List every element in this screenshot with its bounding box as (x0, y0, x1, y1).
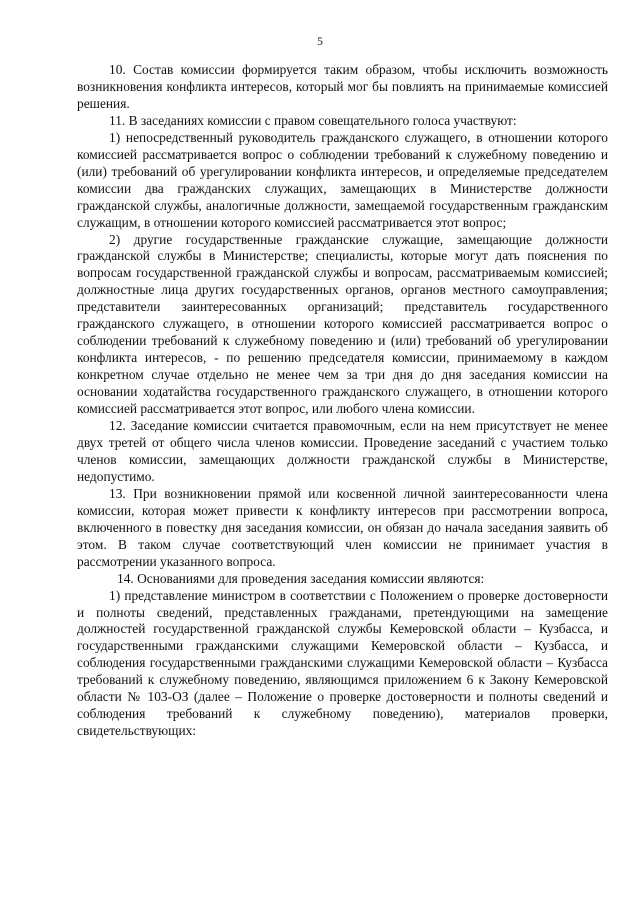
paragraph-14-item-1: 1) представление министром в соответствии с Положением о проверке достоверности и полноты сведений, представленных гражданами, претендующими на замещение должностей государственной гражданской службы Кемеровской области – Кузбасса, и государственными гражданскими служащими Кемеровской области – Кузбасса, и соблюдения государственными гражданскими служащими Кемеровской области – Кузбасса требований к служебному поведению, являющимся приложением 6 к Закону Кемеровской области № 103-ОЗ (далее – Положение о проверке достоверности и полноты сведений и соблюдения требований к служебному поведению), материалов проверки, свидетельствующих: (77, 587, 608, 739)
paragraph-10: 10. Состав комиссии формируется таким образом, чтобы исключить возможность возникновения конфликта интересов, который мог бы повлиять на принимаемые комиссией решения. (77, 62, 608, 111)
paragraph-11: 11. В заседаниях комиссии с правом совещательного голоса участвуют: (109, 112, 517, 128)
paragraph-11-item-2: 2) другие государственные гражданские служащие, замещающие должности гражданской службы в Министерстве; специалисты, которые могут дать пояснения по вопросам государственной гражданской службы и вопросам, рассматриваемым комиссией; должностные лица других государственных органов, органов местного самоуправления; представители заинтересованных организаций; представитель государственного гражданского служащего, в отношении которого комиссией рассматривается вопрос о соблюдении требований к служебному поведению и (или) требований об урегулировании конфликта интересов, - по решению председателя комиссии, принимаемому в каждом конкретном случае отдельно не менее чем за три дня до дня заседания комиссии на основании ходатайства государственного гражданского служащего, в отношении которого комиссией рассматривается этот вопрос, или любого члена комиссии. (77, 231, 608, 417)
paragraph-11-item-1: 1) непосредственный руководитель гражданского служащего, в отношении которого комиссией рассматривается вопрос о соблюдении требований к служебному поведению и (или) требований об урегулировании конфликта интересов, и определяемые председателем комиссии два гражданских служащих, замещающих в Министерстве должности гражданской службы, аналогичные должности, замещаемой государственным гражданским служащим, в отношении которого комиссией рассматривается этот вопрос; (77, 129, 608, 230)
paragraph-14: 14. Основаниями для проведения заседания комиссии являются: (117, 570, 485, 586)
paragraph-13: 13. При возникновении прямой или косвенной личной заинтересованности члена комиссии, которая может привести к конфликту интересов при рассмотрении вопроса, включенного в повестку дня заседания комиссии, он обязан до начала заседания заявить об этом. В таком случае соответствующий член комиссии не принимает участия в рассмотрении указанного вопроса. (77, 485, 608, 569)
document-body (77, 62, 608, 740)
page-number: 5 (317, 36, 323, 48)
paragraph-12: 12. Заседание комиссии считается правомочным, если на нем присутствует не менее двух третей от общего числа членов комиссии. Проведение заседаний с участием только членов комиссии, замещающих должности гражданской службы в Министерстве, недопустимо. (77, 418, 608, 484)
